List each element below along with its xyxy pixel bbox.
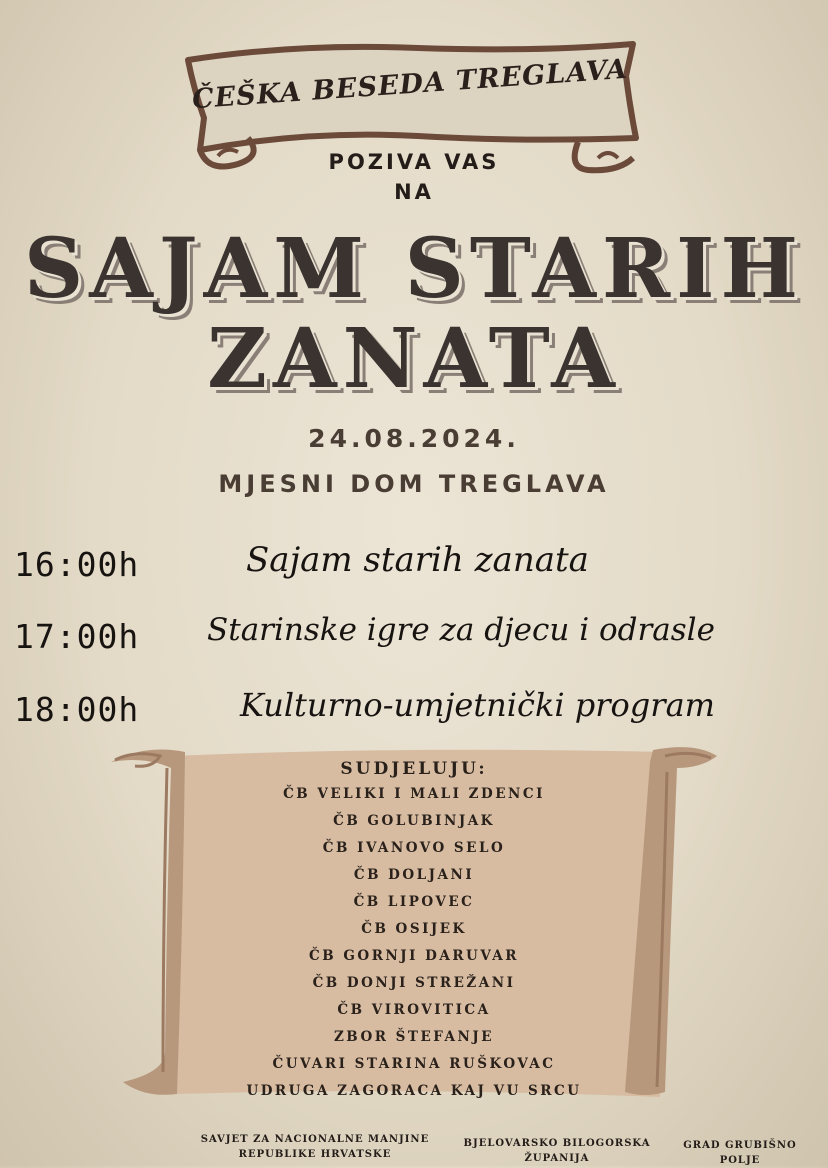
- participant-item: ČB IVANOVO SELO: [322, 840, 506, 856]
- schedule-time-2: 17:00h: [14, 617, 140, 656]
- event-title-line-1: SAJAM STARIH: [24, 221, 804, 317]
- participant-item: ČUVARI STARINA RUŠKOVAC: [272, 1056, 556, 1072]
- schedule-time-3: 18:00h: [14, 690, 140, 729]
- participant-item: ČB GORNJI DARUVAR: [309, 948, 519, 964]
- sponsor-2: [452, 1136, 662, 1166]
- event-title-line-2: ZANATA: [207, 311, 621, 407]
- schedule-event-2: Starinske igre za djecu i odrasle: [207, 612, 715, 648]
- participant-item: ČB LIPOVEC: [353, 894, 475, 910]
- event-date: 24.08.2024.: [308, 424, 520, 453]
- schedule-time-1: 16:00h: [14, 545, 140, 584]
- event-venue: MJESNI DOM TREGLAVA: [218, 470, 610, 498]
- invite-line-1: POZIVA VAS: [328, 150, 500, 174]
- participant-item: ČB GOLUBINJAK: [333, 813, 495, 829]
- participant-item: ČB DOLJANI: [353, 867, 475, 883]
- schedule-event-1: Sajam starih zanata: [246, 540, 589, 580]
- sponsor-2-line-1: BJELOVARSKO BILOGORSKA: [463, 1138, 651, 1149]
- sponsor-3-line-2: POLJE: [719, 1155, 761, 1166]
- participant-item: ČB DONJI STREŽANI: [312, 975, 516, 991]
- sponsor-3-line-1: GRAD GRUBIŠNO: [683, 1140, 797, 1151]
- participant-item: ČB VIROVITICA: [337, 1002, 491, 1018]
- sponsor-3: [680, 1138, 800, 1168]
- sponsor-1: [190, 1132, 440, 1162]
- participant-item: ČB VELIKI I MALI ZDENCI: [283, 786, 545, 802]
- sponsor-1-line-1: SAVJET ZA NACIONALNE MANJINE: [200, 1134, 430, 1145]
- organizer-banner: ČEŠKA BESEDA TREGLAVA: [191, 53, 629, 115]
- schedule-event-3: Kulturno-umjetnički program: [240, 686, 715, 724]
- participants-heading: SUDJELUJU:: [340, 759, 488, 779]
- participant-item: ZBOR ŠTEFANJE: [333, 1029, 495, 1045]
- participant-item: UDRUGA ZAGORACA KAJ VU SRCU: [246, 1083, 582, 1099]
- sponsor-1-line-2: REPUBLIKE HRVATSKE: [238, 1149, 392, 1160]
- participant-item: ČB OSIJEK: [361, 921, 467, 937]
- sponsor-2-line-2: ŽUPANIJA: [524, 1153, 590, 1164]
- invite-line-2: NA: [394, 180, 434, 204]
